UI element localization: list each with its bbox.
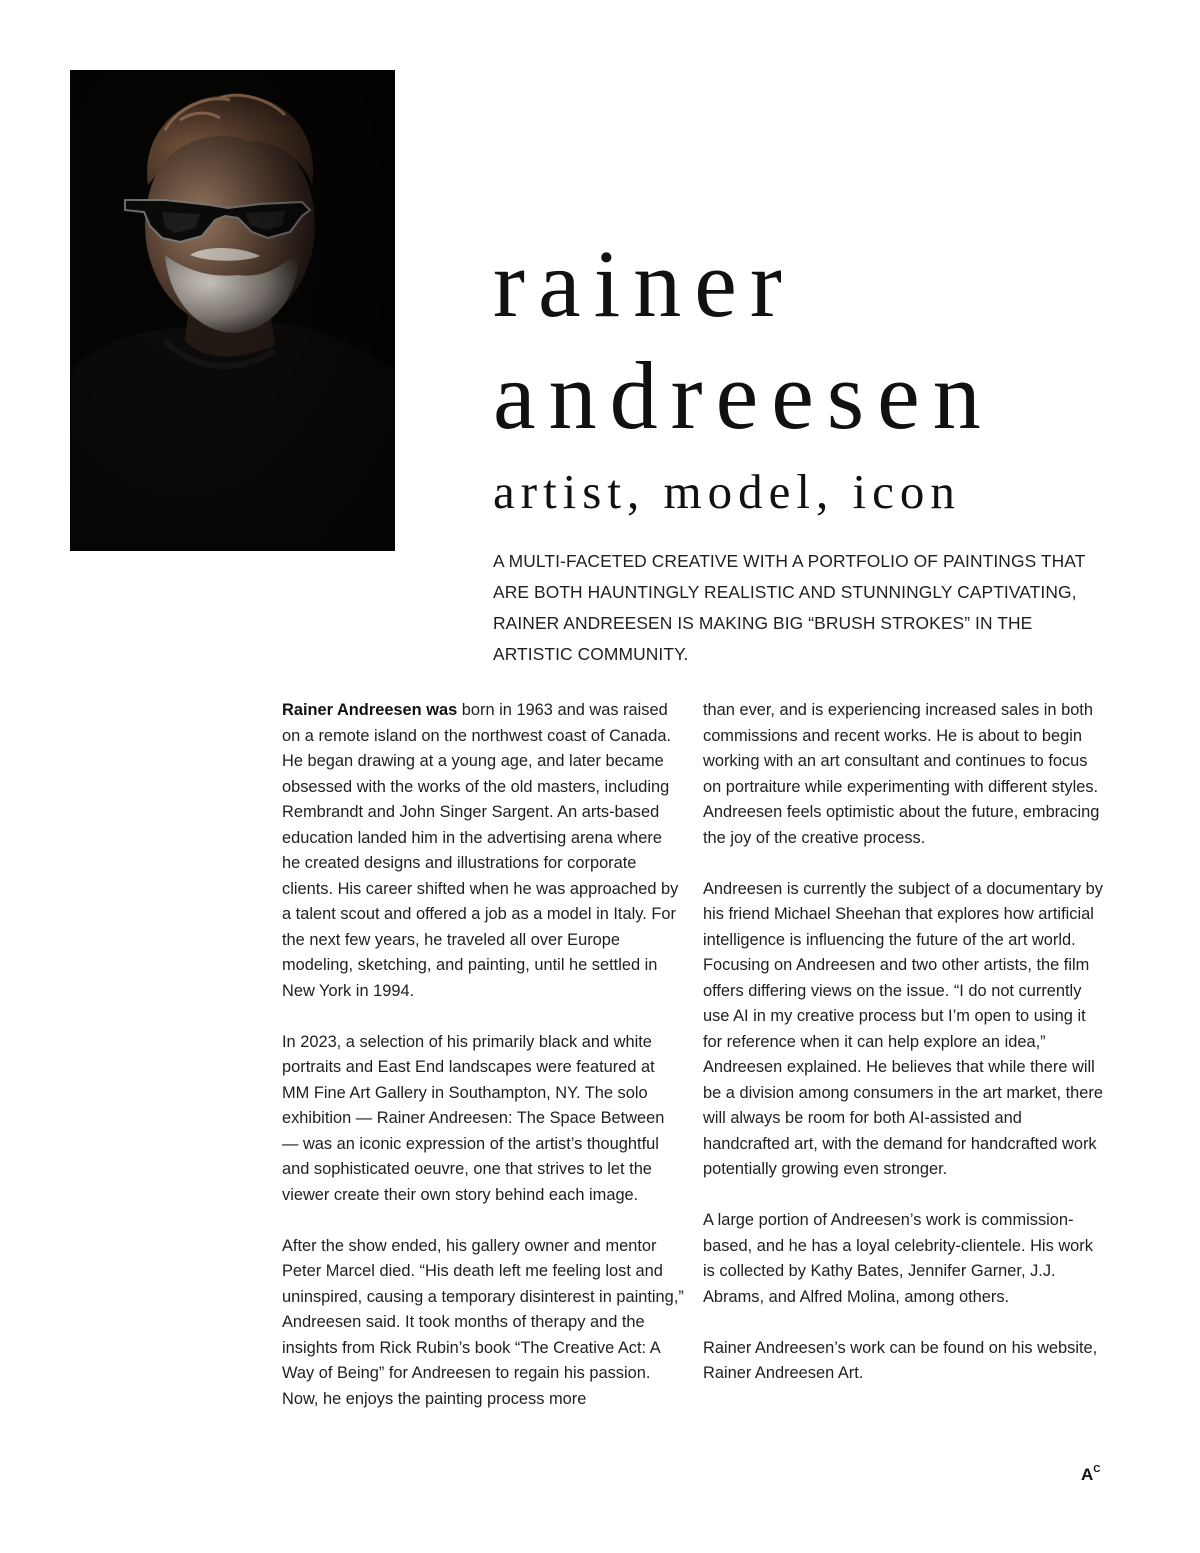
- body-column-right: [703, 698, 1103, 1412]
- body-column-left: [282, 698, 684, 1438]
- body-paragraph: [282, 698, 684, 1004]
- body-paragraph: A large portion of Andreesen’s work is commission-based, and he has a loyal celebrity-clientele. His work is collected by Kathy Bates, Jennifer Garner, J.J. Abrams, and Alfred Molina, among others.: [703, 1211, 1093, 1306]
- lead-in: Rainer Andreesen was: [282, 701, 458, 719]
- end-mark-logo: [1081, 1465, 1101, 1485]
- body-paragraph: Rainer Andreesen’s work can be found on his website, Rainer Andreesen Art.: [703, 1338, 1098, 1382]
- paragraph-text: born in 1963 and was raised on a remote island on the northwest coast of Canada. He began drawing at a young age, and later became obsessed with the works of the old masters, including Rembrandt and John Singer Sargent. An arts-based education landed him in the advertising arena where he created designs and illustrations for corporate clients. His career shifted when he was approached by a talent scout and offered a job as a model in Italy. For the next few years, he traveled all over Europe modeling, sketching, and painting, until he settled in New York in 1994.: [282, 701, 679, 1000]
- article-subtitle: artist, model, icon: [493, 464, 961, 519]
- logo-sup: C: [1093, 1464, 1101, 1476]
- portrait-photo: [70, 70, 395, 551]
- article-title: [493, 228, 994, 452]
- body-paragraph: than ever, and is experiencing increased sales in both commissions and recent works. He is about to begin working with an art consultant and continues to focus on portraiture while experimenting with different styles. Andreesen feels optimistic about the future, embracing the joy of the creative process.: [703, 701, 1100, 847]
- body-paragraph: Andreesen is currently the subject of a documentary by his friend Michael Sheehan that explores how artificial intelligence is influencing the future of the art world. Focusing on Andreesen and two other artists, the film offers differing views on the issue. “I do not currently use AI in my creative process but I’m open to using it for reference when it can help explore an idea,” Andreesen explained. He believes that while there will be a division among consumers in the art market, there will always be room for both AI-assisted and handcrafted art, with the demand for handcrafted work potentially growing even stronger.: [703, 879, 1103, 1178]
- title-first-name: rainer: [493, 230, 795, 337]
- body-paragraph: After the show ended, his gallery owner and mentor Peter Marcel died. “His death left me feeling lost and uninspired, causing a temporary disinterest in painting,” Andreesen said. It took months of therapy and the insights from Rick Rubin’s book “The Creative Act: A Way of Being” for Andreesen to regain his passion. Now, he enjoys the painting process more: [282, 1236, 684, 1408]
- article-deck: A MULTI-FACETED CREATIVE WITH A PORTFOLIO OF PAINTINGS THAT ARE BOTH HAUNTINGLY REALISTIC AND STUNNINGLY CAPTIVATING, RAINER ANDREESEN IS MAKING BIG “BRUSH STROKES” IN THE ARTISTIC COMMUNITY.: [493, 551, 1086, 664]
- logo-main: A: [1081, 1465, 1094, 1484]
- body-paragraph: In 2023, a selection of his primarily black and white portraits and East End landscapes were featured at MM Fine Art Gallery in Southampton, NY. The solo exhibition — Rainer Andreesen: The Space Between — was an iconic expression of the artist’s thoughtful and sophisticated oeuvre, one that strives to let the viewer create their own story behind each image.: [282, 1032, 665, 1204]
- title-last-name: andreesen: [493, 342, 994, 449]
